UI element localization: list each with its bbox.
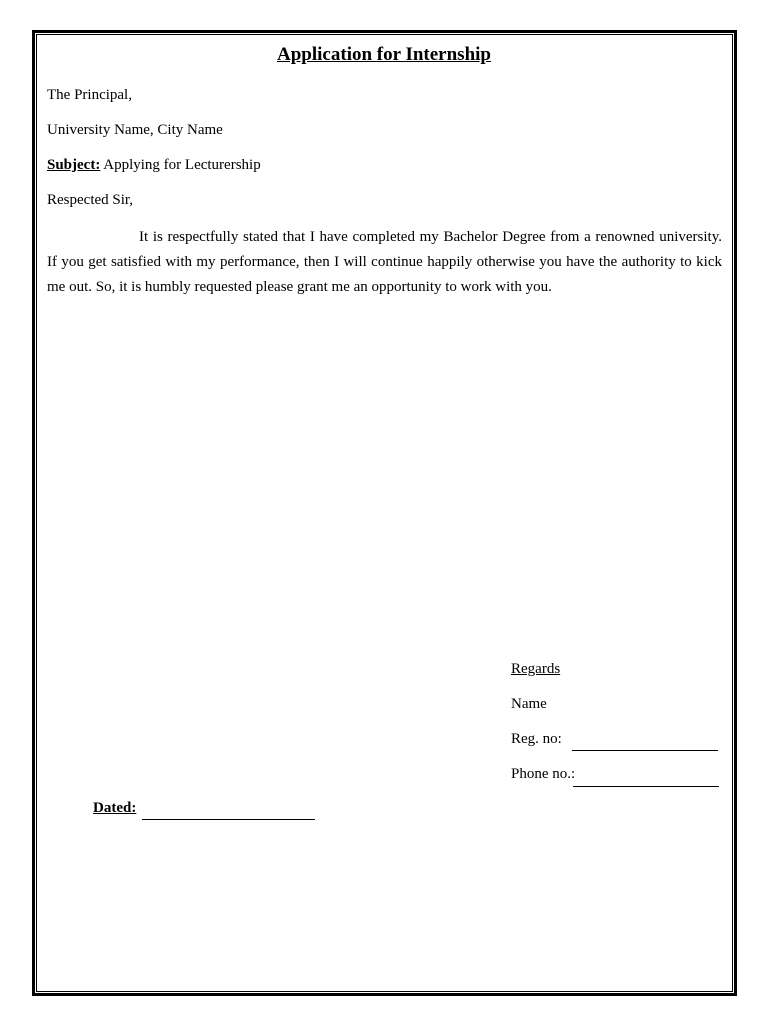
signature-name: Name xyxy=(511,696,547,712)
phone-line xyxy=(573,786,719,787)
subject-label: Subject: xyxy=(47,157,101,173)
reg-no-label: Reg. no: xyxy=(511,731,562,747)
salutation: Respected Sir, xyxy=(47,192,134,208)
recipient-line-2: University Name, City Name xyxy=(47,122,223,138)
document-title: Application for Internship xyxy=(277,44,491,65)
subject-line xyxy=(47,157,261,174)
recipient-line-1: The Principal, xyxy=(47,87,132,103)
dated-line xyxy=(142,819,315,820)
reg-no-line xyxy=(572,750,718,751)
subject-text: Applying for Lecturership xyxy=(100,157,261,173)
dated-label: Dated: xyxy=(93,800,137,816)
phone-label: Phone no.: xyxy=(511,766,576,782)
page-border-inner xyxy=(36,34,733,992)
signature-regards: Regards xyxy=(511,661,561,677)
body-paragraph: It is respectfully stated that I have completed my Bachelor Degree from a renowned university. If you get satisfied with my performance, then I will continue happily otherwise you have the authority to kick me out. So, it is humbly requested please grant me an opportunity to work with you. xyxy=(47,229,722,295)
